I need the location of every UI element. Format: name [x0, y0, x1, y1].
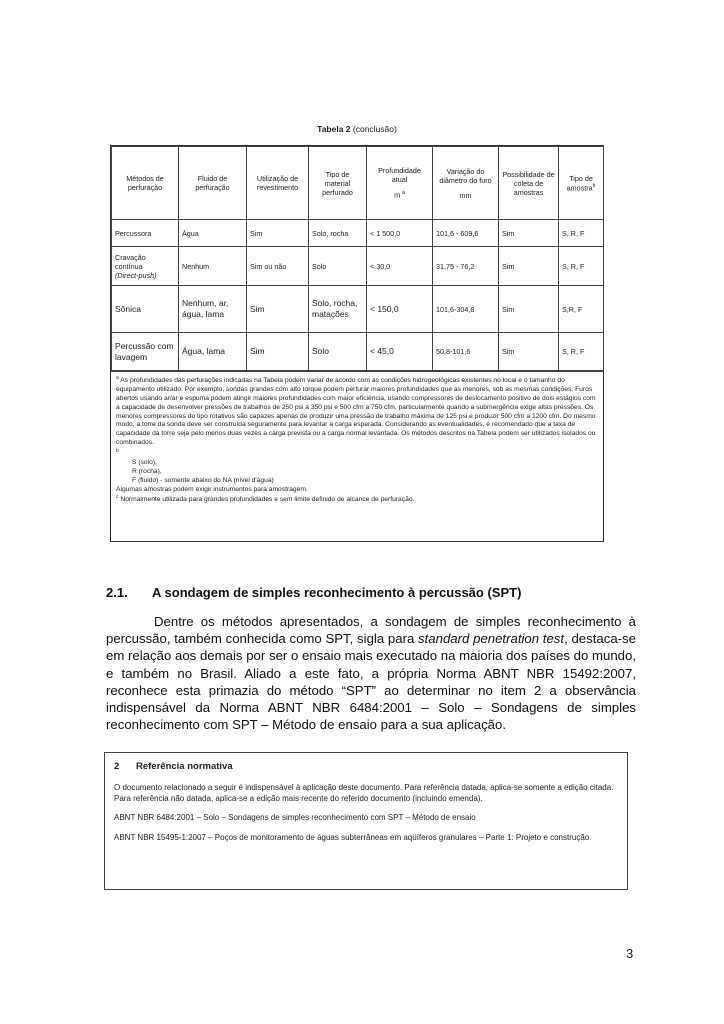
- reference-intro: O documento relacionado a seguir é indispensável à aplicação deste documento. Para referência datada, aplica-se somente a edição citada. Para referência não datada, aplica-se a edição mais recente do referido documento (incluindo emenda).: [114, 783, 614, 803]
- reference-heading: [114, 761, 618, 773]
- table-caption-label: Tabela 2: [317, 124, 351, 134]
- cell-material: Solo, rocha, matações: [309, 286, 367, 333]
- section-number: 2.1.: [106, 585, 128, 600]
- page-number: 3: [626, 946, 634, 961]
- note-b-line: S (solo),: [132, 459, 157, 467]
- cell-method-italic: (Direct-push): [115, 270, 157, 280]
- col-header-depth-label: Profundidade atual: [378, 166, 421, 185]
- cell-depth: < 150,0: [367, 286, 433, 333]
- cell-depth: < 1 500,0: [367, 220, 433, 247]
- paragraph-text-1: Dentre os métodos apresentados, a sondagem de simples reconhecimento à percussão, também conhecida como SPT, sigla para: [106, 614, 636, 647]
- cell-method: Percussora: [112, 220, 179, 247]
- cell-sample-type: S,R, F: [559, 286, 604, 333]
- paragraph-text-2: , destaca-se em relação aos demais por ser o ensaio mais executado na maioria dos países do mundo, e também no Brasil. Aliado a este fato, a própria Norma ABNT NBR 15492:2007, reconhece esta primazia do método “SPT” ao determinar no item 2 a observância indispensável da Norma ABNT NBR 6484:2001 – Solo – Sondagens de simples reconhecimento com SPT – Método de ensaio para a sua aplicação.: [106, 631, 636, 733]
- cell-sample-type: S, R, F: [559, 220, 604, 247]
- normative-reference-excerpt: [104, 752, 628, 890]
- note-a: $^a$ As profundidades das perfurações indicadas na Tabela podem variar de acordo com as condições hidrogeológicas existentes no local e o tamanho do equipamento utilizado. Por exemplo, sondas grandes com alto torque podem perfurar maiores profundidades que as menores, sob as mesmas condições. Furos abertos usando ar/ar e espuma podem atingir maiores profundidades com maior eficiência, usando compressores de deslocamento positivo de dois estágios com a capacidade de desenvolver pressões de trabalhos de 250 psi a 350 psi e 500 cfm a 750 cfm, particularmente quando a submergência exige altas pressões. Os menores compressores do tipo rotativos são capazes apenas de produzir uma pressão de trabalho máxima de 125 psi e produzir 500 cfm a 1200 cfm. Do mesmo modo, a torre da sonda deve ser construída seguramente para levantar a carga esperada. Considerando as eventualidades, é recomendado que a taxa de capacidade da torre seja pelo menos duas vezes a carga prevista ou a carga normal levantada. Os métodos descritos na Tabela podem ser utilizados isolados ou combinados.: [116, 375, 596, 447]
- table-row: [112, 286, 604, 333]
- cell-fluid: Água, lama: [179, 333, 247, 371]
- col-header-sample-type-label: Tipo de amostra: [566, 173, 593, 193]
- cell-fluid: Água: [179, 220, 247, 247]
- cell-method-line: Cravação contínua: [115, 252, 146, 271]
- cell-method: Sônica: [112, 286, 179, 333]
- cell-sample-type: S, R, F: [559, 333, 604, 371]
- cell-sampling: Sim: [499, 220, 559, 247]
- cell-sampling: Sim: [499, 247, 559, 286]
- cell-sampling: Sim: [499, 286, 559, 333]
- diameter-unit: mm: [459, 190, 472, 200]
- reference-number: 2: [114, 761, 120, 772]
- cell-casing: Sim ou não: [247, 247, 309, 286]
- note-b-line: R (rocha),: [132, 467, 162, 475]
- note-b-line: F (fluido) - somente abaixo do NA (nível d'água): [132, 476, 274, 484]
- cell-casing: Sim: [247, 286, 309, 333]
- cell-depth: < 30,0: [367, 247, 433, 286]
- table-row: [112, 333, 604, 371]
- body-paragraph: [106, 613, 636, 733]
- col-header-sample-type: Tipo de amostra$^b$: [559, 147, 604, 220]
- col-header-diameter-label: Variação do diâmetro do furo: [439, 166, 492, 185]
- note-a-text: As profundidades das perfurações indicadas na Tabela podem variar de acordo com as condições hidrogeológicas existentes no local e o tamanho do equipamento utilizado. Por exemplo, sondas grandes com alto torque podem perfurar maiores profundidades que as menores, sob as mesmas condições. Furos abertos usando ar/ar e espuma podem atingir maiores profundidades com maior eficiência, usando compressores de deslocamento positivo de dois estágios com a capacidade de desenvolver pressões de trabalhos de 250 psi a 350 psi e 500 cfm a 750 cfm, particularmente quando a submergência exige altas pressões. Os menores compressores do tipo rotativos são capazes apenas de produzir uma pressão de trabalho máxima de 125 psi e produzir 500 cfm a 1200 cfm. Do mesmo modo, a torre da sonda deve ser construída seguramente para levantar a carga esperada. Considerando as eventualidades, é recomendado que a taxa de capacidade da torre seja pelo menos duas vezes a carga prevista ou a carga normal levantada. Os métodos descritos na Tabela podem ser utilizados isolados ou combinados.: [116, 377, 596, 447]
- depth-unit: m: [394, 190, 401, 200]
- col-header-material: Tipo de material perfurado: [309, 147, 367, 220]
- col-header-fluid: Fluido de perfuração: [179, 147, 247, 220]
- note-c: $^c$ Normalmente utilizada para grandes profundidades e sem limite definido de alcance de perfuração.: [116, 494, 415, 504]
- section-heading: [106, 585, 521, 600]
- cell-material: Solo: [309, 247, 367, 286]
- cell-casing: Sim: [247, 333, 309, 371]
- col-header-sampling: Possibilidade de coleta de amostras: [499, 147, 559, 220]
- cell-sampling: Sim: [499, 333, 559, 371]
- col-header-diameter: [433, 147, 499, 220]
- cell-method: Percussão com lavagem: [112, 333, 179, 371]
- cell-material: Solo, rocha: [309, 220, 367, 247]
- reference-title: Referência normativa: [136, 761, 233, 772]
- table-caption-suffix: (conclusão): [350, 124, 397, 134]
- drilling-methods-table: [110, 145, 604, 542]
- cell-material: Solo: [309, 333, 367, 371]
- col-header-casing: Utilização de revestimento: [247, 147, 309, 220]
- col-header-method: Métodos de perfuração: [112, 147, 179, 220]
- table-caption: [110, 124, 604, 134]
- cell-sample-type: S, R, F: [559, 247, 604, 286]
- note-b-extra: Algumas amostras podem exigir instrumentos para amostragem.: [116, 485, 308, 493]
- note-c-text: Normalmente utilizada para grandes profundidades e sem limite definido de alcance de perfuração.: [120, 496, 415, 504]
- cell-fluid: Nenhum: [179, 247, 247, 286]
- cell-diameter: 101,6-304,8: [433, 286, 499, 333]
- reference-item: ABNT NBR 6484:2001 – Solo – Sondagens de simples reconhecimento com SPT – Método de ensaio: [114, 813, 476, 823]
- cell-fluid: Nenhum, ar, água, lama: [179, 286, 247, 333]
- cell-method: [112, 247, 179, 286]
- table-row: [112, 247, 604, 286]
- cell-depth: < 45,0: [367, 333, 433, 371]
- table-row: [112, 220, 604, 247]
- cell-diameter: 50,8-101,6: [433, 333, 499, 371]
- cell-diameter: 101,6 - 609,6: [433, 220, 499, 247]
- note-b: b: [116, 447, 119, 454]
- reference-item: ABNT NBR 15495-1:2007 – Poços de monitoramento de águas subterrâneas em aqüíferos granulares – Parte 1: Projeto e construção: [114, 832, 590, 842]
- cell-casing: Sim: [247, 220, 309, 247]
- paragraph-italic-term: standard penetration test: [418, 631, 565, 647]
- section-title: A sondagem de simples reconhecimento à percussão (SPT): [152, 585, 522, 600]
- cell-diameter: 31,75 - 76,2: [433, 247, 499, 286]
- col-header-depth: Profundidade atual m $^a$: [367, 147, 433, 220]
- table-header-row: [112, 147, 604, 220]
- table-notes: [111, 371, 603, 509]
